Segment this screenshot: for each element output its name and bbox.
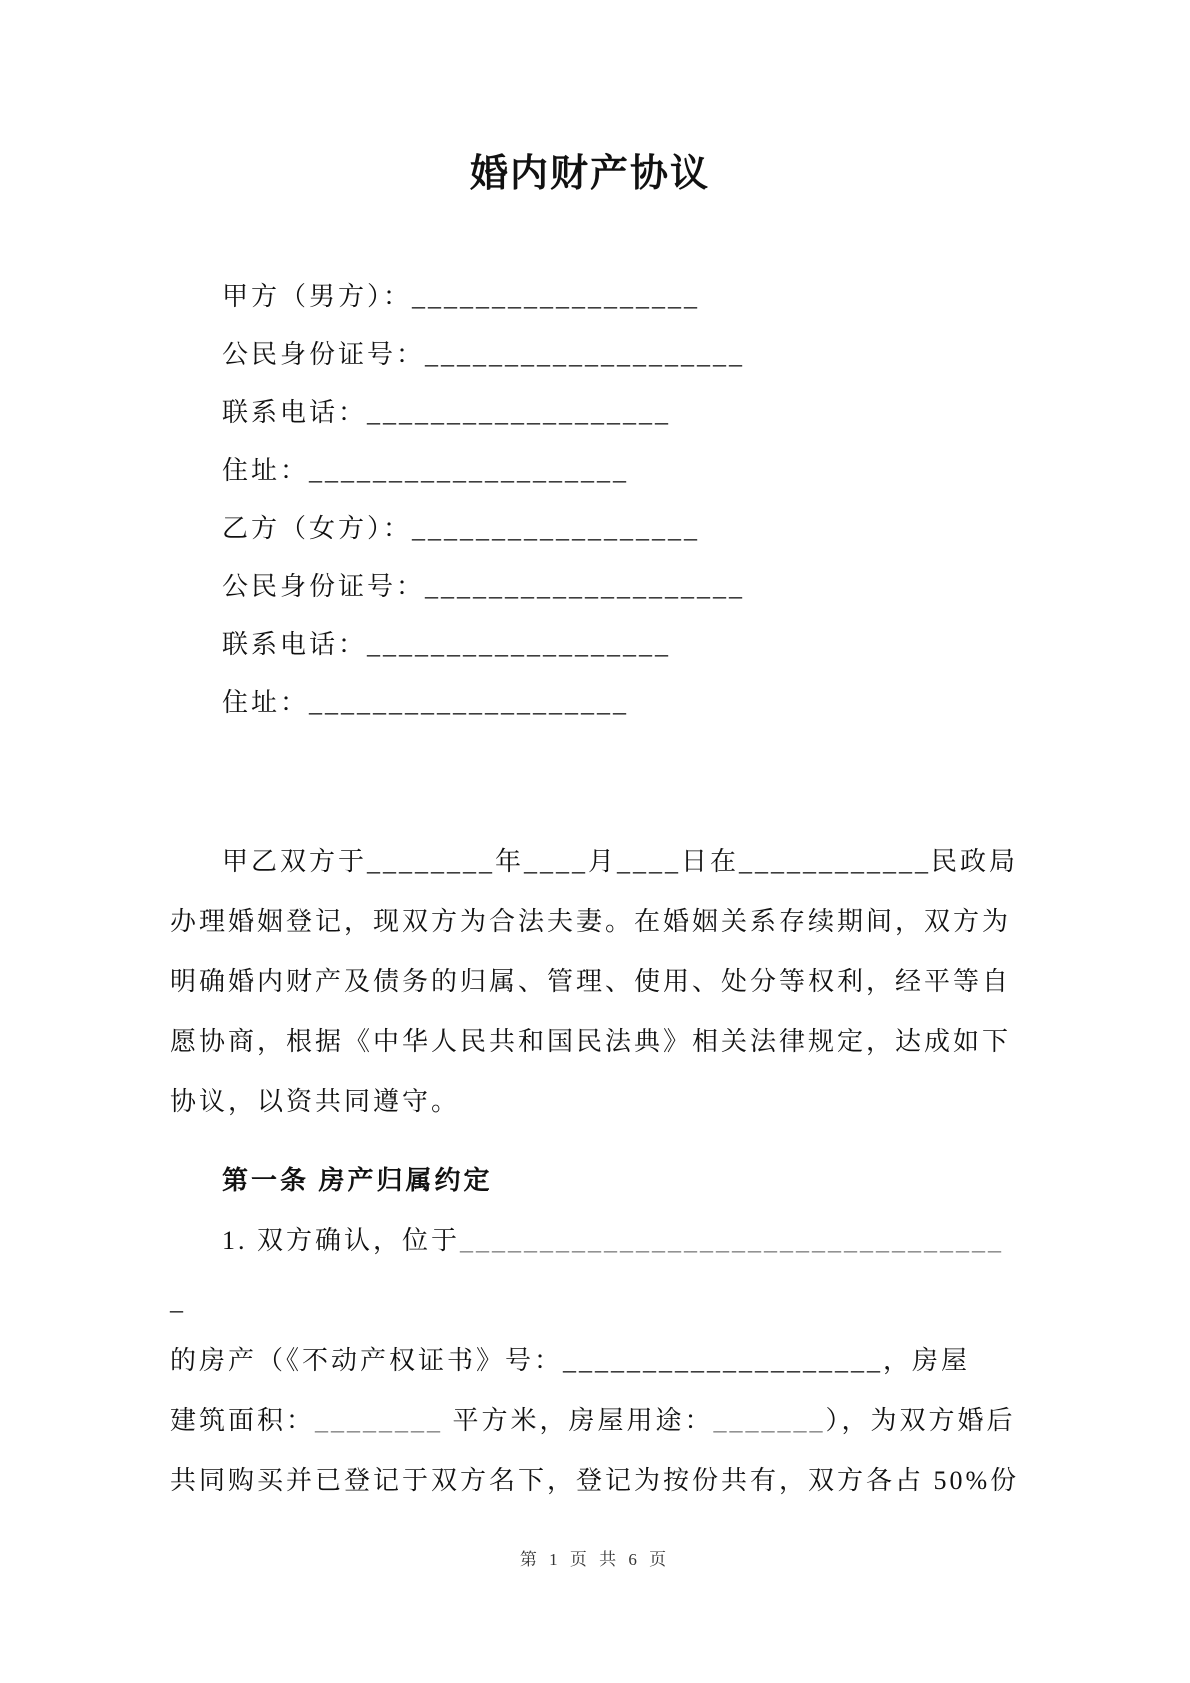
intro-line: 愿协商，根据《中华人民共和国民法典》相关法律规定，达成如下	[170, 1027, 1012, 1056]
page-number-text: 第 1 页 共 6 页	[519, 1550, 671, 1569]
clause-text: 的房产（《不动产权证书》号：	[170, 1346, 564, 1375]
field-row-party-b-id	[170, 558, 1010, 616]
intro-line: 明确婚内财产及债务的归属、管理、使用、处分等权利，经平等自	[170, 967, 1012, 996]
field-label: 乙方（女方）：	[222, 514, 413, 543]
clause-line-blank-continuation	[170, 1271, 1010, 1331]
fill-blank: __________________	[412, 514, 701, 543]
clause-text: ），为双方婚后	[825, 1406, 1016, 1435]
field-label: 公民身份证号：	[222, 340, 426, 369]
field-row-party-a-address	[170, 442, 1010, 500]
clause-line	[170, 1211, 1010, 1271]
clause-line	[170, 1331, 1010, 1391]
clause-line	[170, 1391, 1016, 1451]
fill-blank: __________________	[412, 282, 701, 311]
field-label: 住址：	[222, 688, 310, 717]
intro-line: 甲乙双方于________年____月____日在____________民政局	[222, 847, 1019, 876]
intro-line: 办理婚姻登记，现双方为合法夫妻。在婚姻关系存续期间，双方为	[170, 907, 1012, 936]
fill-blank: _	[170, 1286, 186, 1315]
clause-text: 平方米，房屋用途：	[443, 1406, 714, 1435]
party-fields-section	[170, 268, 1010, 732]
intro-line: 协议，以资共同遵守。	[170, 1087, 461, 1116]
field-label: 住址：	[222, 456, 310, 485]
document-content	[170, 150, 1020, 1511]
field-row-party-a-name	[170, 268, 1010, 326]
fill-blank: __________________________________	[460, 1226, 1005, 1255]
field-row-party-b-phone	[170, 616, 1010, 674]
article-1-heading: 第一条 房产归属约定	[222, 1166, 493, 1195]
clause-line: 共同购买并已登记于双方名下，登记为按份共有，双方各占 50%份	[170, 1466, 1020, 1495]
fill-blank: ___________________	[367, 630, 672, 659]
fill-blank: ____________________	[309, 456, 630, 485]
fill-blank: ___________________	[367, 398, 672, 427]
intro-paragraph	[170, 832, 1019, 1132]
field-row-party-b-name	[170, 500, 1010, 558]
fill-blank: ____________________	[563, 1346, 884, 1375]
fill-blank: ____________________	[309, 688, 630, 717]
clause-text: 1. 双方确认，位于	[222, 1226, 461, 1255]
field-row-party-a-phone	[170, 384, 1010, 442]
clause-text: ，房屋	[883, 1346, 971, 1375]
field-label: 联系电话：	[222, 398, 368, 427]
field-row-party-b-address	[170, 674, 1010, 732]
document-title: 婚内财产协议	[469, 153, 710, 195]
fill-blank: ____________________	[425, 572, 746, 601]
clause-1	[170, 1211, 1020, 1511]
field-label: 联系电话：	[222, 630, 368, 659]
fill-blank: ____________________	[425, 340, 746, 369]
field-label: 甲方（男方）：	[222, 282, 413, 311]
page-footer	[0, 1545, 1190, 1570]
field-row-party-a-id	[170, 326, 1010, 384]
field-label: 公民身份证号：	[222, 572, 426, 601]
fill-blank: _______	[713, 1406, 826, 1435]
fill-blank: ________	[315, 1406, 444, 1435]
clause-text: 建筑面积：	[170, 1406, 316, 1435]
